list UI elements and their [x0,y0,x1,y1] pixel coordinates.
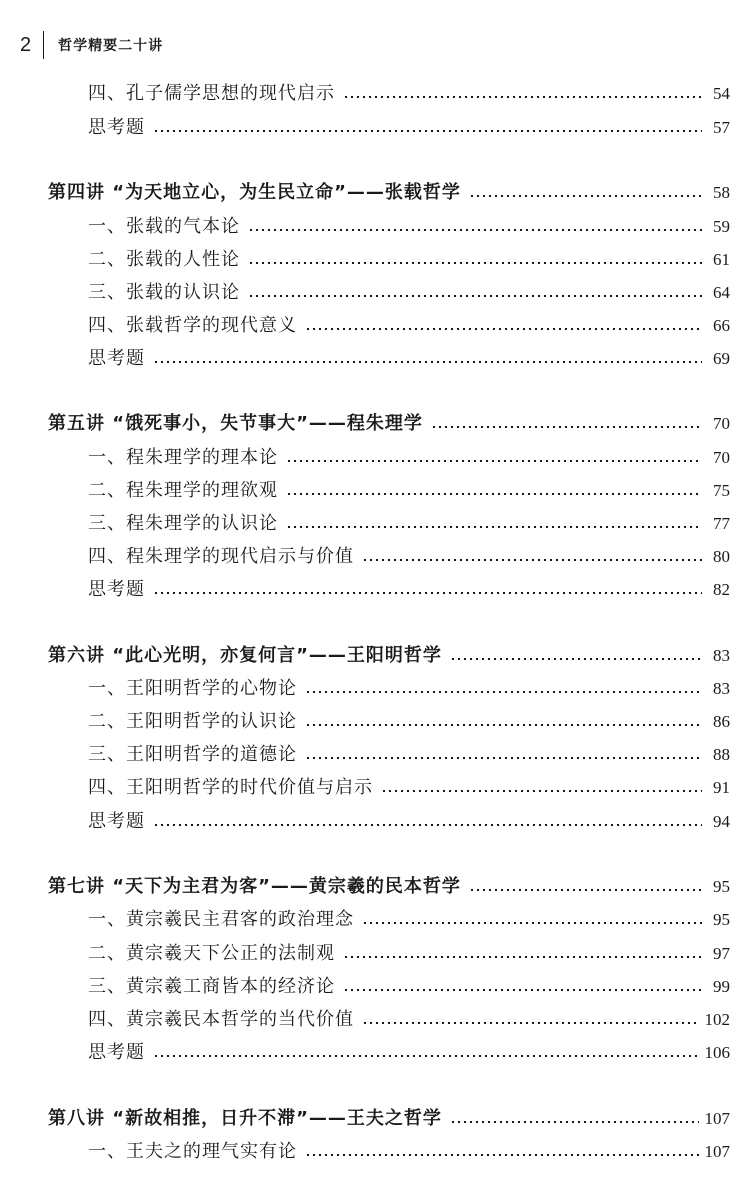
toc-entry-page: 70 [713,414,730,433]
toc-section-entry[interactable] [0,577,750,603]
dot-leader [362,922,702,924]
toc-entry-title: 思考题 [88,348,145,369]
toc-entry-page: 69 [713,349,730,368]
toc-entry-title: 思考题 [88,811,145,832]
toc-entry-title: 思考题 [88,1042,145,1063]
toc-section-entry[interactable] [0,346,750,372]
toc-entry-title: 思考题 [88,579,145,600]
dot-leader [469,889,702,891]
dot-leader [305,724,702,726]
toc-entry-title: 一、王阳明哲学的心物论 [88,678,297,699]
toc-section-entry[interactable] [0,280,750,306]
toc-section-entry[interactable] [0,907,750,933]
toc-entry-title: 一、王夫之的理气实有论 [88,1141,297,1162]
dot-leader [153,592,702,594]
toc-chapter-entry[interactable] [0,180,750,206]
toc-section-entry[interactable] [0,1040,750,1066]
toc-entry-title: 三、王阳明哲学的道德论 [88,744,297,765]
toc-section-entry[interactable] [0,775,750,801]
toc-entry-page: 94 [713,812,730,831]
toc-entry-title: 四、王阳明哲学的时代价值与启示 [88,777,373,798]
toc-section-entry[interactable] [0,445,750,471]
dot-leader [362,1022,699,1024]
toc-section-entry[interactable] [0,709,750,735]
toc-section-entry[interactable] [0,511,750,537]
toc-chapter-entry[interactable] [0,874,750,900]
toc-entry-page: 83 [713,646,730,665]
toc-chapter-entry[interactable] [0,643,750,669]
page-number: 2 [20,33,32,56]
toc-entry-title: 二、王阳明哲学的认识论 [88,711,297,732]
toc-entry-title: 三、程朱理学的认识论 [88,513,278,534]
toc-entry-page: 57 [713,118,730,137]
toc-entry-page: 58 [713,183,730,202]
toc-section-entry[interactable] [0,809,750,835]
toc-section-entry[interactable] [0,941,750,967]
toc-entry-title: 第六讲 “此心光明，亦复何言”——王阳明哲学 [48,645,442,666]
dot-leader [286,460,702,462]
toc-entry-page: 97 [713,944,730,963]
toc-entry-page: 95 [713,910,730,929]
toc-entry-page: 107 [704,1109,730,1128]
dot-leader [153,824,702,826]
toc-section-entry[interactable] [0,81,750,107]
dot-leader [431,426,702,428]
toc-entry-title: 第七讲 “天下为主君为客”——黄宗羲的民本哲学 [48,876,461,897]
dot-leader [286,493,702,495]
toc-entry-title: 四、程朱理学的现代启示与价值 [88,546,354,567]
dot-leader [248,295,702,297]
toc-section-entry[interactable] [0,544,750,570]
toc-section-entry[interactable] [0,313,750,339]
toc-entry-page: 54 [713,84,730,103]
toc-section-entry[interactable] [0,214,750,240]
toc-entry-page: 80 [713,547,730,566]
dot-leader [381,790,702,792]
toc-entry-page: 82 [713,580,730,599]
dot-leader [469,195,702,197]
toc-entry-title: 二、程朱理学的理欲观 [88,480,278,501]
toc-section-entry[interactable] [0,676,750,702]
toc-chapter-entry[interactable] [0,411,750,437]
toc-section-entry[interactable] [0,974,750,1000]
toc-entry-title: 四、黄宗羲民本哲学的当代价值 [88,1009,354,1030]
dot-leader [153,361,702,363]
dot-leader [248,229,702,231]
toc-entry-title: 第八讲 “新故相推，日升不滞”——王夫之哲学 [48,1108,442,1129]
dot-leader [305,757,702,759]
dot-leader [343,96,702,98]
toc-entry-page: 99 [713,977,730,996]
toc-entry-title: 一、张载的气本论 [88,216,240,237]
toc-entry-title: 四、孔子儒学思想的现代启示 [88,83,335,104]
dot-leader [153,130,702,132]
toc-entry-page: 106 [704,1043,730,1062]
toc-entry-title: 四、张载哲学的现代意义 [88,315,297,336]
toc-section-entry[interactable] [0,247,750,273]
toc-entry-title: 一、黄宗羲民主君客的政治理念 [88,909,354,930]
book-title: 哲学精要二十讲 [58,38,164,54]
dot-leader [343,989,702,991]
toc-entry-title: 三、黄宗羲工商皆本的经济论 [88,976,335,997]
toc-entry-page: 102 [704,1010,730,1029]
dot-leader [153,1055,699,1057]
dot-leader [305,1154,699,1156]
dot-leader [305,691,702,693]
toc-entry-page: 64 [713,283,730,302]
toc-entry-title: 思考题 [88,117,145,138]
toc-entry-title: 第四讲 “为天地立心，为生民立命”——张载哲学 [48,182,461,203]
toc-entry-page: 77 [713,514,730,533]
toc-entry-page: 75 [713,481,730,500]
toc-entry-title: 二、张载的人性论 [88,249,240,270]
toc-entry-title: 一、程朱理学的理本论 [88,447,278,468]
dot-leader [343,956,702,958]
toc-entry-page: 95 [713,877,730,896]
toc-entry-title: 二、黄宗羲天下公正的法制观 [88,943,335,964]
toc-entry-title: 三、张载的认识论 [88,282,240,303]
dot-leader [305,328,702,330]
dot-leader [450,658,702,660]
toc-section-entry[interactable] [0,115,750,141]
toc-entry-title: 第五讲 “饿死事小，失节事大”——程朱理学 [48,413,423,434]
toc-chapter-entry[interactable] [0,1106,750,1132]
toc-entry-page: 83 [713,679,730,698]
toc-section-entry[interactable] [0,1007,750,1033]
toc-entry-page: 61 [713,250,730,269]
dot-leader [286,526,702,528]
toc-entry-page: 107 [704,1142,730,1161]
toc-entry-page: 86 [713,712,730,731]
toc-section-entry[interactable] [0,742,750,768]
toc-entry-page: 91 [713,778,730,797]
toc-entry-page: 88 [713,745,730,764]
toc-entry-page: 66 [713,316,730,335]
dot-leader [248,262,702,264]
dot-leader [450,1121,699,1123]
toc-entry-page: 59 [713,217,730,236]
toc-section-entry[interactable] [0,478,750,504]
toc-section-entry[interactable] [0,1139,750,1165]
dot-leader [362,559,702,561]
toc-entry-page: 70 [713,448,730,467]
